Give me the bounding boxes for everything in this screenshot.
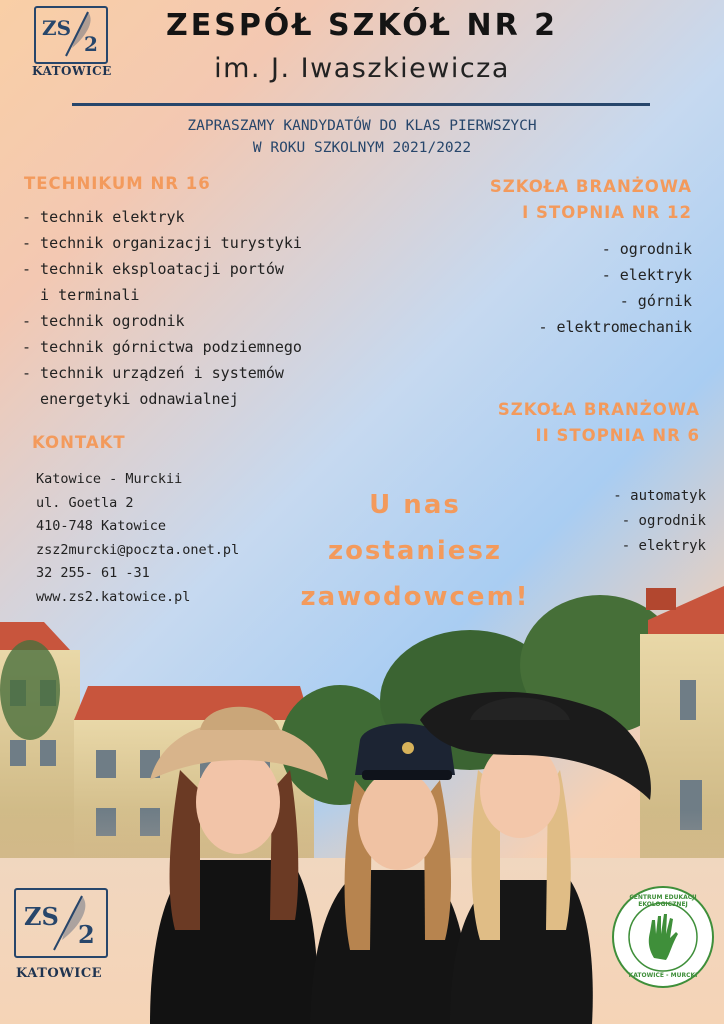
branzowa1-list xyxy=(538,236,692,340)
contact-heading: KONTAKT xyxy=(32,433,126,452)
list-item: - ogrodnik xyxy=(621,513,706,529)
list-item: - technik ogrodnik xyxy=(22,312,185,330)
branzowa2-list xyxy=(613,484,706,559)
contact-address: Katowice - Murckii xyxy=(36,471,183,487)
list-item: - technik elektryk xyxy=(22,208,185,226)
technikum-list xyxy=(22,204,302,412)
feather-icon xyxy=(16,890,106,956)
technikum-heading: TECHNIKUM NR 16 xyxy=(24,174,211,193)
list-item: - elektromechanik xyxy=(538,318,692,336)
page-title: ZESPÓŁ SZKÓŁ NR 2 xyxy=(165,8,559,43)
list-item: - technik organizacji turystyki xyxy=(22,234,302,252)
slogan-line-1: U nas xyxy=(369,490,461,520)
footer-school-logo xyxy=(14,888,108,958)
contact-postcode: 410-748 Katowice xyxy=(36,518,167,534)
logo-number: 2 xyxy=(84,32,98,56)
badge-text-bottom: KATOWICE - MURCKI xyxy=(628,972,698,979)
footer-logo-number: 2 xyxy=(78,920,95,949)
page-subtitle: im. J. Iwaszkiewicza xyxy=(214,53,510,84)
contact-street: ul. Goetla 2 xyxy=(36,494,134,511)
branzowa2-heading-line1: SZKOŁA BRANŻOWA xyxy=(497,400,700,419)
invite-line-2: W ROKU SZKOLNYM 2021/2022 xyxy=(252,140,472,156)
list-item: - elektryk xyxy=(621,538,706,554)
badge-text-top: CENTRUM EDUKACJI EKOLOGICZNEJ xyxy=(629,894,697,908)
logo-letters: ZS xyxy=(42,16,72,40)
branzowa1-heading-line1: SZKOŁA BRANŻOWA xyxy=(489,177,692,196)
contact-email[interactable]: zsz2murcki@poczta.onet.pl xyxy=(36,541,240,558)
list-item: - górnik xyxy=(619,292,692,310)
branzowa1-heading xyxy=(490,174,692,226)
divider xyxy=(72,103,650,106)
branzowa2-heading-line2: II STOPNIA NR 6 xyxy=(535,426,700,445)
footer-logo-city: KATOWICE xyxy=(16,966,103,981)
branzowa1-heading-line2: I STOPNIA NR 12 xyxy=(522,203,692,222)
list-item: - elektryk xyxy=(601,266,692,284)
list-item: - ogrodnik xyxy=(601,240,692,258)
footer-logo-letters: ZS xyxy=(24,902,59,931)
list-item: - technik urządzeń i systemów xyxy=(22,364,284,382)
list-item: - automatyk xyxy=(613,488,706,504)
list-item: - technik eksploatacji portów xyxy=(22,260,284,278)
list-item: - technik górnictwa podziemnego xyxy=(22,338,302,356)
invite-line-1: ZAPRASZAMY KANDYDATÓW DO KLAS PIERWSZYCH xyxy=(187,118,537,134)
list-item: energetyki odnawialnej xyxy=(22,390,239,408)
branzowa2-heading xyxy=(498,397,700,449)
contact-website[interactable]: www.zs2.katowice.pl xyxy=(36,588,191,605)
slogan-line-2: zostaniesz xyxy=(327,536,503,566)
logo-city: KATOWICE xyxy=(32,64,112,78)
eco-center-badge xyxy=(612,886,714,988)
contact-phone: 32 255- 61 -31 xyxy=(36,565,150,581)
slogan-line-3: zawodowcem! xyxy=(300,582,530,612)
list-item: i terminali xyxy=(22,286,140,304)
